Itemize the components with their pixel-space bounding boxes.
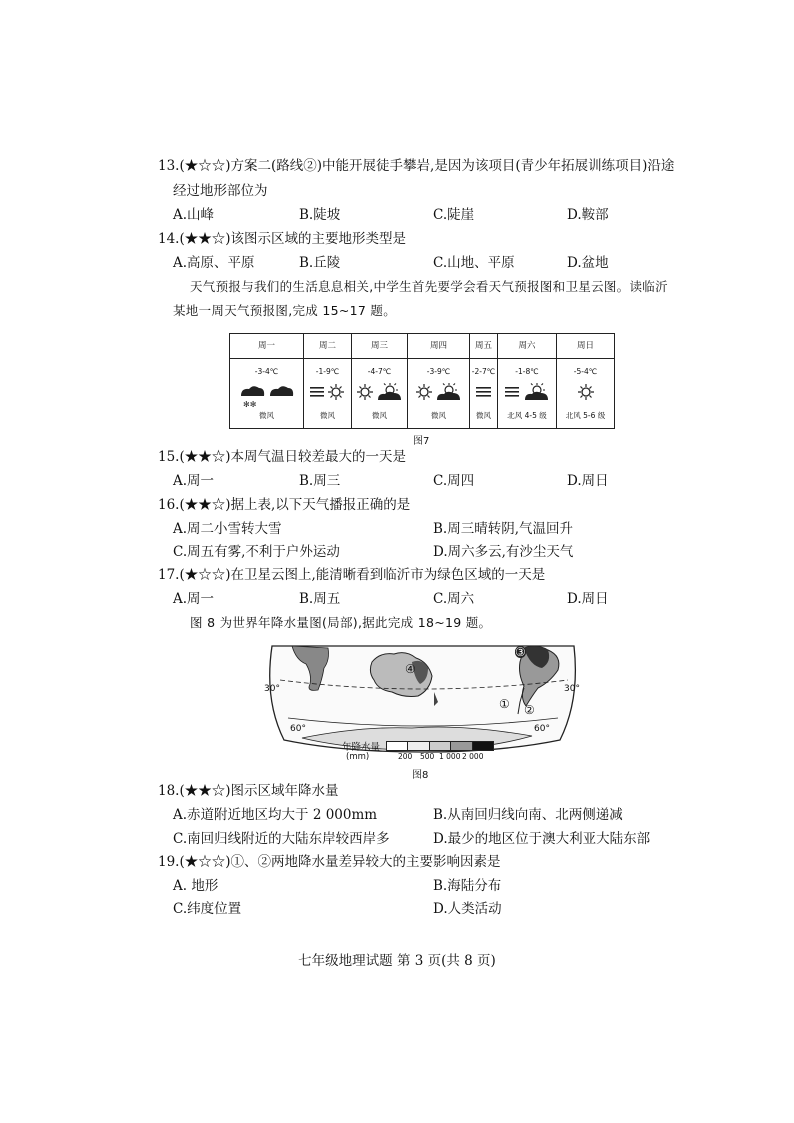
intro2: 图 8 为世界年降水量图(局部),据此完成 18~19 题。 — [190, 615, 492, 630]
weather-icons — [557, 382, 614, 402]
q18-stem: 18.(★★☆)图示区域年降水量 — [158, 783, 339, 799]
q19-option-c: C.纬度位置 — [173, 901, 242, 917]
q18-option-c: C.南回归线附近的大陆东岸较西岸多 — [173, 831, 390, 847]
page-footer: 七年级地理试题 第 3 页(共 8 页) — [298, 953, 496, 969]
weather-temp: -5-4℃ — [573, 367, 598, 376]
q14-option-a: A.高原、平原 — [173, 255, 255, 271]
weather-day: 周三 — [352, 334, 407, 359]
weather-col-6 — [498, 334, 557, 428]
weather-wind: 北风 5-6 级 — [565, 411, 606, 420]
q16-option-b: B.周三晴转阴,气温回升 — [433, 521, 574, 537]
q16-option-c: C.周五有雾,不利于户外运动 — [173, 544, 340, 560]
weather-temp: -4-7℃ — [367, 367, 392, 376]
q17-option-b: B.周五 — [299, 591, 341, 607]
q17-option-c: C.周六 — [433, 591, 475, 607]
weather-col-5 — [470, 334, 498, 428]
q15-option-d: D.周日 — [567, 473, 609, 489]
q19-option-a: A. 地形 — [173, 878, 219, 894]
q15-option-a: A.周一 — [173, 473, 215, 489]
weather-temp: -1-8℃ — [515, 367, 539, 376]
q13-option-b: B.陡坡 — [299, 207, 341, 223]
q18-option-b: B.从南回归线向南、北两侧递减 — [433, 807, 623, 823]
svg-text:✻✻: ✻✻ — [242, 400, 256, 409]
weather-day: 周二 — [304, 334, 351, 359]
fog-icon — [474, 382, 494, 402]
weather-day: 周六 — [498, 334, 556, 359]
q14-option-c: C.山地、平原 — [433, 255, 515, 271]
q13-option-a: A.山峰 — [173, 207, 215, 223]
q14-option-b: B.丘陵 — [299, 255, 341, 271]
weather-icons — [470, 382, 497, 402]
weather-temp: -2-7℃ — [471, 367, 496, 376]
weather-icons — [304, 382, 351, 402]
figure8-caption: 图8 — [412, 770, 429, 781]
weather-col-3 — [352, 334, 408, 428]
map-marker-1: ① — [499, 697, 510, 711]
intro1-line2: 某地一周天气预报图,完成 15~17 题。 — [173, 303, 397, 318]
lat-60-left-label: 60° — [290, 724, 306, 734]
weather-col-4 — [408, 334, 470, 428]
legend-tick: 500 — [420, 752, 435, 761]
q15-stem: 15.(★★☆)本周气温日较差最大的一天是 — [158, 449, 407, 465]
q19-stem: 19.(★☆☆)①、②两地降水量差异较大的主要影响因素是 — [158, 854, 501, 870]
weather-wind: 微风 — [431, 411, 446, 420]
precipitation-map — [262, 640, 582, 780]
map-marker-2: ② — [524, 703, 535, 717]
sun-partly-cloudy-icon — [356, 382, 404, 402]
snow-cloudy-icon — [237, 382, 297, 410]
legend-title: 年降水量 — [342, 742, 381, 753]
weather-icons — [408, 382, 469, 402]
map-marker-4: ④ — [405, 662, 416, 676]
q17-stem: 17.(★☆☆)在卫星云图上,能清晰看到临沂市为绿色区域的一天是 — [158, 567, 546, 583]
weather-wind: 北风 4-5 级 — [507, 411, 547, 420]
weather-col-2 — [304, 334, 352, 428]
legend-tick: 1 000 — [439, 752, 461, 761]
figure7-caption: 图7 — [413, 436, 430, 447]
q17-option-a: A.周一 — [173, 591, 215, 607]
weather-wind: 微风 — [259, 411, 274, 420]
q19-option-b: B.海陆分布 — [433, 878, 502, 894]
intro1-line1: 天气预报与我们的生活息息相关,中学生首先要学会看天气预报图和卫星云图。读临沂 — [190, 279, 668, 294]
q13-stem-line1: 13.(★☆☆)方案二(路线②)中能开展徒手攀岩,是因为该项目(青少年拓展训练项目)沿途 — [158, 158, 675, 174]
legend-unit: (mm) — [346, 752, 370, 762]
q19-option-d: D.人类活动 — [433, 901, 502, 917]
weather-wind: 微风 — [372, 411, 387, 420]
weather-day: 周五 — [470, 334, 497, 359]
weather-col-7 — [557, 334, 614, 428]
q18-option-a: A.赤道附近地区均大于 2 000mm — [173, 807, 378, 823]
weather-wind: 微风 — [320, 411, 335, 420]
weather-day: 周四 — [408, 334, 469, 359]
lat-30-right-label: 30° — [564, 684, 580, 694]
lat-30-left-label: 30° — [264, 684, 280, 694]
q13-stem-line2: 经过地形部位为 — [173, 183, 268, 199]
weather-temp: -1-9℃ — [315, 367, 340, 376]
weather-day: 周一 — [230, 334, 303, 359]
weather-icons — [498, 382, 556, 402]
weather-forecast-table — [229, 333, 615, 429]
weather-col-1 — [230, 334, 304, 428]
legend-tick: 2 000 — [462, 752, 484, 761]
weather-temp: -3-9℃ — [426, 367, 451, 376]
legend-tick: 200 — [398, 752, 413, 761]
fog-sun-icon — [308, 382, 348, 402]
weather-icons — [230, 382, 303, 409]
weather-temp: -3-4℃ — [254, 367, 279, 376]
weather-wind: 微风 — [476, 411, 491, 420]
q18-option-d: D.最少的地区位于澳大利亚大陆东部 — [433, 831, 651, 847]
sun-partly-cloudy-icon — [415, 382, 463, 402]
q16-stem: 16.(★★☆)据上表,以下天气播报正确的是 — [158, 497, 411, 513]
q14-option-d: D.盆地 — [567, 255, 609, 271]
fog-partly-cloudy-icon — [503, 382, 551, 402]
map-marker-3: ③ — [515, 645, 526, 659]
lat-60-right-label: 60° — [534, 724, 550, 734]
q16-option-d: D.周六多云,有沙尘天气 — [433, 544, 574, 560]
legend-colorbar — [386, 741, 494, 751]
q16-option-a: A.周二小雪转大雪 — [173, 521, 282, 537]
q13-option-d: D.鞍部 — [567, 207, 609, 223]
q17-option-d: D.周日 — [567, 591, 609, 607]
weather-icons — [352, 382, 407, 402]
q15-option-b: B.周三 — [299, 473, 341, 489]
q13-option-c: C.陡崖 — [433, 207, 475, 223]
q15-option-c: C.周四 — [433, 473, 475, 489]
q14-stem: 14.(★★☆)该图示区域的主要地形类型是 — [158, 231, 407, 247]
sun-icon — [576, 382, 596, 402]
weather-day: 周日 — [557, 334, 614, 359]
